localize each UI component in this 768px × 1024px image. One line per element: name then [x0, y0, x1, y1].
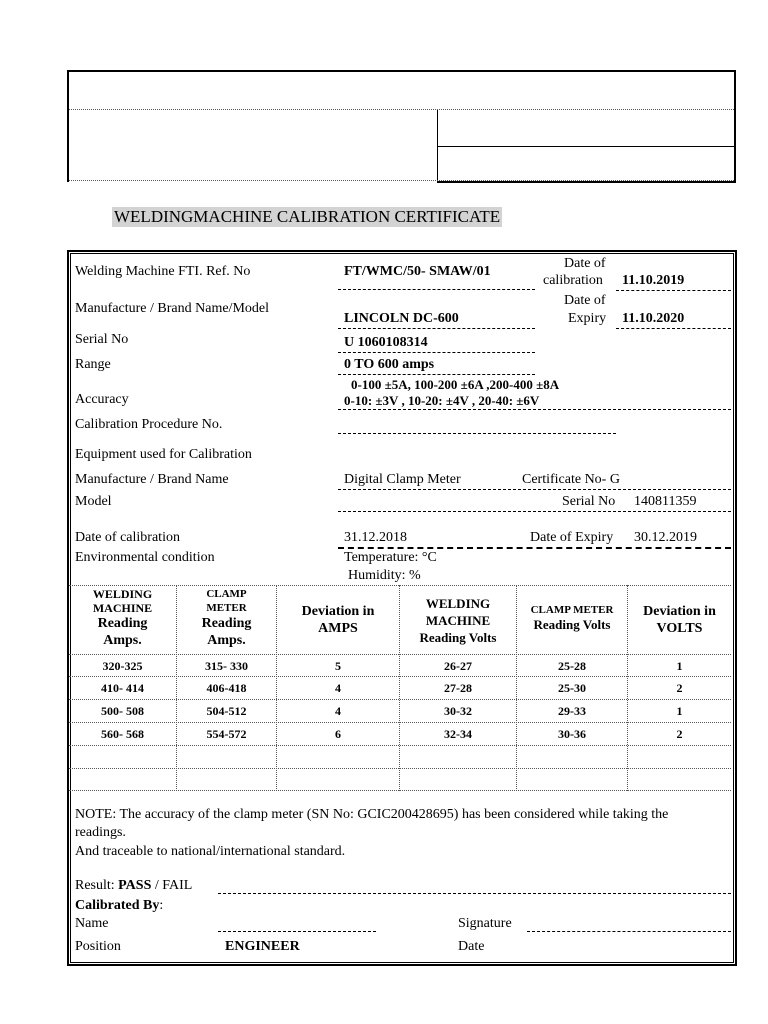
- env-label: Environmental condition: [75, 550, 215, 565]
- signature-label: Signature: [458, 916, 512, 931]
- header-clamp-amps: CLAMP METER Reading Amps.: [201, 588, 252, 648]
- range-label: Range: [75, 357, 111, 372]
- table-cell: 2: [676, 681, 683, 695]
- result-pass: PASS: [118, 878, 152, 893]
- table-cell: 1: [676, 704, 683, 718]
- header-welding-amps: WELDING MACHINE Reading Amps.: [92, 587, 153, 648]
- date-cal-underline: [616, 290, 731, 291]
- date-cal-label-2: calibration: [543, 273, 603, 288]
- table-cell: 32-34: [444, 727, 472, 741]
- readings-table: [69, 585, 731, 791]
- date-exp-label-1: Date of: [564, 293, 606, 308]
- manufacture-underline: [338, 328, 535, 329]
- range-value: 0 TO 600 amps: [344, 357, 435, 372]
- table-cell: 320-325: [102, 659, 143, 673]
- signature-underline: [527, 931, 731, 932]
- date-exp-value: 11.10.2020: [622, 311, 685, 326]
- table-cell: 29-33: [558, 704, 586, 718]
- temperature: Temperature: °C: [344, 550, 437, 565]
- table-cell: 30-32: [444, 704, 472, 718]
- table-cell: 554-572: [206, 727, 247, 741]
- table-line: [69, 699, 731, 700]
- humidity: Humidity: %: [348, 568, 421, 583]
- table-cell: 500- 508: [101, 704, 144, 718]
- name-label: Name: [75, 916, 109, 931]
- table-cell: 5: [335, 659, 341, 673]
- range-underline: [338, 374, 535, 375]
- accuracy-underline: [338, 409, 731, 410]
- header-deviation-volts: Deviation in VOLTS: [643, 604, 716, 636]
- eq-date-cal-value: 31.12.2018: [344, 530, 407, 545]
- header-box: [67, 70, 736, 182]
- manufacture-label: Manufacture / Brand Name/Model: [75, 301, 269, 316]
- table-cell: 25-28: [558, 659, 586, 673]
- eq-manufacture-underline: [338, 489, 731, 490]
- eq-serial-label: Serial No: [562, 494, 616, 509]
- serial-value: U 1060108314: [344, 335, 428, 350]
- serial-label: Serial No: [75, 332, 129, 347]
- note-line-2: readings.: [75, 825, 126, 840]
- header-divider: [69, 109, 734, 110]
- eq-date-underline: [338, 547, 731, 549]
- accuracy-label: Accuracy: [75, 392, 129, 407]
- equipment-label: Equipment used for Calibration: [75, 447, 252, 462]
- page-title: WELDINGMACHINE CALIBRATION CERTIFICATE: [114, 207, 501, 226]
- position-value: ENGINEER: [225, 939, 300, 954]
- header-divider: [437, 181, 736, 183]
- table-cell: 26-27: [444, 659, 472, 673]
- calibrated-by-label: Calibrated By:: [75, 898, 164, 913]
- header-divider: [437, 146, 734, 147]
- table-line: [69, 790, 731, 791]
- note-line-1: NOTE: The accuracy of the clamp meter (SN No: GCIC200428695) has been considered while taking the: [75, 807, 669, 822]
- eq-manufacture-label: Manufacture / Brand Name: [75, 472, 229, 487]
- table-line: [69, 585, 731, 586]
- serial-underline: [338, 352, 535, 353]
- table-cell: 315- 330: [205, 659, 248, 673]
- name-underline: [218, 931, 376, 932]
- manufacture-value: LINCOLN DC-600: [344, 311, 459, 326]
- table-cell: 4: [335, 704, 341, 718]
- ref-underline: [338, 289, 535, 290]
- table-line: [69, 722, 731, 723]
- table-line: [69, 654, 731, 655]
- table-line: [69, 745, 731, 746]
- table-line: [69, 768, 731, 769]
- accuracy-value-2: 0-10: ±3V , 10-20: ±4V , 20-40: ±6V: [344, 393, 540, 408]
- eq-date-cal-label: Date of calibration: [75, 530, 180, 545]
- note-line-3: And traceable to national/international standard.: [75, 844, 346, 859]
- header-clamp-volts: CLAMP METER Reading Volts: [530, 604, 614, 632]
- table-cell: 410- 414: [101, 681, 144, 695]
- table-cell: 4: [335, 681, 341, 695]
- table-line: [69, 676, 731, 677]
- procedure-underline: [338, 433, 616, 434]
- accuracy-value-1: 0-100 ±5A, 100-200 ±6A ,200-400 ±8A: [351, 377, 560, 392]
- eq-manufacture-value: Digital Clamp Meter: [344, 472, 461, 487]
- table-cell: 27-28: [444, 681, 472, 695]
- table-cell: 406-418: [206, 681, 247, 695]
- ref-label: Welding Machine FTI. Ref. No: [75, 264, 251, 279]
- model-underline: [338, 511, 731, 512]
- eq-serial-value: 140811359: [634, 494, 697, 509]
- date-label: Date: [458, 939, 485, 954]
- date-exp-underline: [616, 328, 731, 329]
- date-exp-label-2: Expiry: [568, 311, 607, 326]
- table-cell: 25-30: [558, 681, 586, 695]
- result-field: Result: PASS / FAIL: [75, 878, 193, 893]
- model-label: Model: [75, 494, 112, 509]
- table-cell: 1: [676, 659, 683, 673]
- table-cell: 30-36: [558, 727, 586, 741]
- certificate-label: Certificate No- G: [522, 472, 620, 487]
- table-cell: 560- 568: [101, 727, 144, 741]
- date-cal-label-1: Date of: [564, 256, 606, 271]
- date-cal-value: 11.10.2019: [622, 273, 685, 288]
- table-cell: 6: [335, 727, 341, 741]
- result-underline: [218, 893, 731, 894]
- procedure-label: Calibration Procedure No.: [75, 417, 223, 432]
- header-welding-volts: WELDING MACHINE Reading Volts: [419, 596, 497, 645]
- eq-date-exp-label: Date of Expiry: [530, 530, 614, 545]
- ref-value: FT/WMC/50- SMAW/01: [344, 264, 491, 279]
- table-cell: 2: [676, 727, 683, 741]
- position-label: Position: [75, 939, 121, 954]
- header-deviation-amps: Deviation in AMPS: [301, 604, 375, 636]
- table-cell: 504-512: [206, 704, 247, 718]
- eq-date-exp-value: 30.12.2019: [634, 530, 697, 545]
